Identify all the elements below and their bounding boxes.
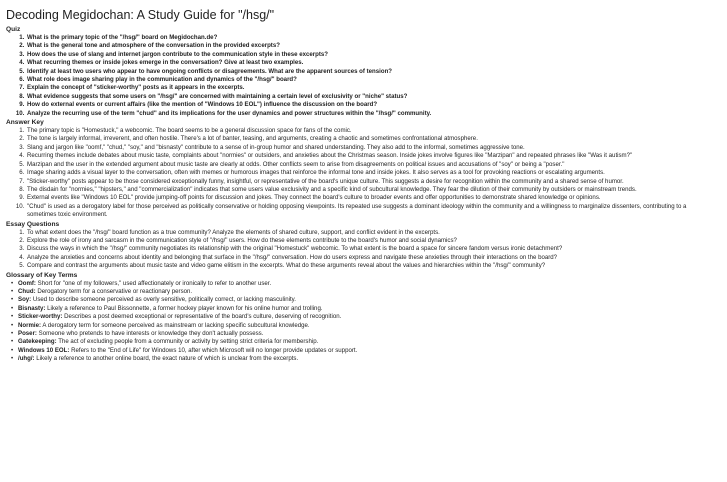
glossary-term: Poser: xyxy=(18,330,37,337)
glossary-definition: Someone who pretends to have interests or knowledge they don't actually possess. xyxy=(38,330,264,337)
glossary-term: Gatekeeping: xyxy=(18,338,57,346)
glossary-definition: Likely a reference to another online board, the exact nature of which is unclear from the excerpts. xyxy=(36,355,299,363)
quiz-question: 2. What is the general tone and atmosphere of the conversation in the provided excerpts? xyxy=(26,42,717,50)
glossary-term: Sticker-worthy: xyxy=(18,313,63,321)
quiz-question: 1. What is the primary topic of the "/hsg/" board on Megidochan.de? xyxy=(26,34,717,42)
essay-heading: Essay Questions xyxy=(6,220,60,228)
answer-key-heading: Answer Key xyxy=(6,119,44,127)
glossary-definition: The act of excluding people from a community or activity by setting strict criteria for membership. xyxy=(58,338,319,346)
glossary-item xyxy=(18,296,717,304)
answer-item: 9. External events like "Windows 10 EOL" provide jumping-off points for discussion and jokes. They connect the board's culture to broader events and offer opportunities to demonstrate shared knowledge or opinions. xyxy=(26,194,717,202)
glossary-term: /uhg/: xyxy=(18,355,35,363)
glossary-definition: Short for "one of my followers," used affectionately or ironically to refer to another user. xyxy=(37,279,272,287)
quiz-question: 6. What role does image sharing play in the communication and dynamics of the "/hsg/" board? xyxy=(26,76,717,84)
glossary-item xyxy=(18,355,717,363)
glossary-item xyxy=(18,288,717,296)
answer-item: 8. The disdain for "normies," "hipsters," and "commercialization" indicates that some users value exclusivity and a specific kind of subcultural knowledge. They fear the dilution of their community by outsiders or mainstream trends. xyxy=(26,186,717,194)
essay-question: 4. Analyze the anxieties and concerns about identity and belonging that surface in the "/hsg/" conversation. How do users express and navigate these anxieties through their interactions on the board? xyxy=(26,254,717,262)
glossary-term: Bisnasty: xyxy=(18,304,46,312)
answer-key-list xyxy=(6,127,717,219)
glossary-item xyxy=(18,347,717,355)
glossary-term: Oomf: xyxy=(18,279,36,287)
glossary-definition: Derogatory term for a conservative or reactionary person. xyxy=(37,287,193,295)
quiz-question: 8. What evidence suggests that some users on "/hsg/" are concerned with maintaining a certain level of exclusivity or "niche" status? xyxy=(26,93,717,101)
glossary-definition: Likely a reference to Paul Bissonnette, a former hockey player known for his online humor and trolling. xyxy=(47,304,323,312)
glossary-item xyxy=(18,338,717,346)
glossary-definition: Used to describe someone perceived as overly sensitive, politically correct, or lacking masculinity. xyxy=(32,296,296,304)
glossary-item xyxy=(18,280,717,288)
glossary-term: Soy: xyxy=(18,296,32,304)
answer-item: 7. "Sticker-worthy" posts appear to be those considered exceptionally funny, insightful, or representative of the board's unique culture. This suggests a desire for recognition within the community and a shared sense of humor. xyxy=(26,178,717,186)
glossary-list xyxy=(6,280,717,364)
quiz-question: 5. Identify at least two users who appear to have ongoing conflicts or disagreements. What are the apparent sources of tension? xyxy=(26,68,717,76)
glossary-heading: Glossary of Key Terms xyxy=(6,271,78,279)
answer-item: 2. The tone is largely informal, irreverent, and often hostile. There's a lot of banter, teasing, and arguments, creating a chaotic and sometimes confrontational atmosphere. xyxy=(26,135,717,143)
quiz-question: 10. Analyze the recurring use of the term "chud" and its implications for the user dynamics and power structures within the "/hsg/" community. xyxy=(26,110,717,118)
glossary-item xyxy=(18,322,717,330)
answer-item: 6. Image sharing adds a visual layer to the conversation, often with memes or humorous images that reinforce the informal tone and inside jokes. It also serves as a tool for provoking reactions or escalating arguments. xyxy=(26,169,717,177)
quiz-question: 9. How do external events or current affairs (like the mention of "Windows 10 EOL") influence the discussion on the board? xyxy=(26,101,717,109)
glossary-definition: Describes a post deemed exceptional or representative of the board's culture, deserving of recognition. xyxy=(64,313,342,321)
glossary-definition: A derogatory term for someone perceived as mainstream or lacking specific subcultural knowledge. xyxy=(42,321,310,329)
glossary-term: Windows 10 EOL: xyxy=(18,346,70,354)
answer-item: 1. The primary topic is "Homestuck," a webcomic. The board seems to be a general discussion space for fans of the comic. xyxy=(26,127,717,135)
essay-question: 2. Explore the role of irony and sarcasm in the communication style of "/hsg/" users. How do these elements contribute to the board's humor and social dynamics? xyxy=(26,237,717,245)
glossary-item xyxy=(18,313,717,321)
answer-item: 3. Slang and jargon like "oomf," "chud," "soy," and "bisnasty" contribute to a sense of in-group humor and shared understanding. They also add to the informal, sometimes aggressive tone. xyxy=(26,144,717,152)
glossary-item xyxy=(18,330,717,338)
essay-list xyxy=(6,229,717,271)
quiz-question: 7. Explain the concept of "sticker-worthy" posts as it appears in the excerpts. xyxy=(26,84,717,92)
answer-item: 10. "Chud" is used as a derogatory label for those perceived as politically conservative or holding opposing viewpoints. Its repeated use suggests a dominant ideology within the community and a willingness to marginalize dissenters, contributing to a sometimes toxic environment. xyxy=(26,203,717,220)
essay-question: 5. Compare and contrast the arguments about music taste and video game elitism in the excerpts. What do these arguments reveal about the values and hierarchies within the "/hsg/" community? xyxy=(26,262,717,270)
glossary-definition: Refers to the "End of Life" for Windows 10, after which Microsoft will no longer provide updates or support. xyxy=(71,346,358,354)
answer-item: 4. Recurring themes include debates about music taste, complaints about "normies" or outsiders, and anxieties about the Christmas season. Inside jokes involve figures like "Marzipan" and repeated phrases like "Was it autism?" xyxy=(26,152,717,160)
document-title: Decoding Megidochan: A Study Guide for "/hsg/" xyxy=(6,8,275,22)
glossary-term: Normie: xyxy=(18,321,42,329)
quiz-list xyxy=(6,34,717,118)
essay-question: 3. Discuss the ways in which the "/hsg/" community negotiates its relationship with the original "Homestuck" webcomic. To what extent is the board a space for sincere fandom versus ironic detachment? xyxy=(26,245,717,253)
quiz-heading: Quiz xyxy=(6,26,21,33)
quiz-question: 4. What recurring themes or inside jokes emerge in the conversation? Give at least two examples. xyxy=(26,59,717,67)
essay-question: 1. To what extent does the "/hsg/" board function as a true community? Analyze the elements of shared culture, support, and conflict evident in the excerpts. xyxy=(26,229,717,237)
quiz-question: 3. How does the use of slang and internet jargon contribute to the communication style in these excerpts? xyxy=(26,51,717,59)
glossary-term: Chud: xyxy=(18,287,36,295)
answer-item: 5. Marzipan and the user in the extended argument about music taste are clearly at odds. Other conflicts seem to arise from disagreements on political issues and accusations of "soy" or being a "poser." xyxy=(26,161,717,169)
glossary-item xyxy=(18,305,717,313)
